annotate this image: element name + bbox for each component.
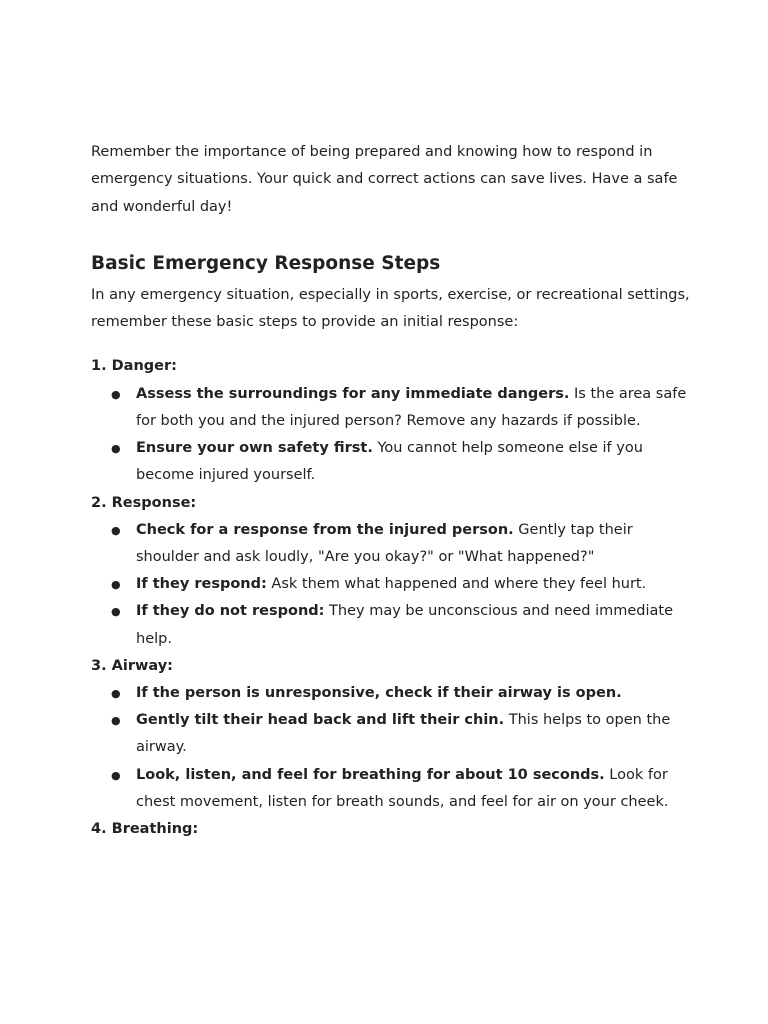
bullet-icon: ●: [111, 578, 121, 592]
item-text: Is the area safe for both you and the injured person? Remove any hazards if possible.: [136, 385, 687, 429]
list-item: [91, 571, 691, 598]
step-title: 3. Airway:: [91, 657, 173, 674]
step-airway: [91, 653, 691, 816]
step-breathing: [91, 816, 691, 843]
intro-paragraph: Remember the importance of being prepared and knowing how to respond in emergency situations. Your quick and correct actions can save lives. Have a safe and wonderful day!: [91, 144, 678, 215]
bullet-icon: ●: [111, 442, 121, 456]
item-text: Ask them what happened and where they feel hurt.: [266, 576, 647, 593]
item-bold-text: Gently tilt their head back and lift their chin.: [136, 712, 505, 729]
bullet-icon: ●: [111, 686, 121, 700]
item-text: This helps to open the airway.: [136, 712, 671, 756]
step-title: 1. Danger:: [91, 358, 177, 375]
item-bold-text: Check for a response from the injured person.: [136, 521, 514, 538]
step-title: 4. Breathing:: [91, 820, 199, 837]
item-bold-text: Ensure your own safety first.: [136, 440, 373, 457]
item-text: They may be unconscious and need immediate help.: [136, 603, 674, 647]
step-danger: [91, 353, 691, 489]
item-text: You cannot help someone else if you become injured yourself.: [136, 440, 643, 484]
bullet-icon: ●: [111, 714, 121, 728]
list-item: [91, 435, 691, 489]
item-text: Gently tap their shoulder and ask loudly, "Are you okay?" or "What happened?": [136, 521, 633, 565]
list-item: [91, 598, 691, 652]
list-item: [91, 707, 691, 761]
item-bold-text: Assess the surroundings for any immediate dangers.: [136, 385, 570, 402]
list-item: [91, 680, 691, 707]
step-title: 2. Response:: [91, 494, 197, 511]
document-page: [91, 139, 691, 843]
item-bold-text: If they do not respond:: [136, 603, 325, 620]
item-bold-text: If they respond:: [136, 576, 267, 593]
section-heading: Basic Emergency Response Steps: [91, 252, 441, 274]
bullet-list: [91, 680, 691, 816]
bullet-icon: ●: [111, 605, 121, 619]
list-item: [91, 517, 691, 571]
item-bold-text: If the person is unresponsive, check if their airway is open.: [136, 684, 622, 701]
lead-paragraph: In any emergency situation, especially in sports, exercise, or recreational settings, remember these basic steps to provide an initial response:: [91, 286, 690, 331]
bullet-list: [91, 517, 691, 653]
item-text: Look for chest movement, listen for breath sounds, and feel for air on your cheek.: [136, 766, 669, 810]
step-response: [91, 490, 691, 653]
steps-list: [91, 353, 691, 843]
bullet-icon: ●: [111, 523, 121, 537]
bullet-list: [91, 381, 691, 490]
bullet-icon: ●: [111, 768, 121, 782]
bullet-icon: ●: [111, 387, 121, 401]
list-item: [91, 762, 691, 816]
item-bold-text: Look, listen, and feel for breathing for about 10 seconds.: [136, 766, 605, 783]
list-item: [91, 381, 691, 435]
